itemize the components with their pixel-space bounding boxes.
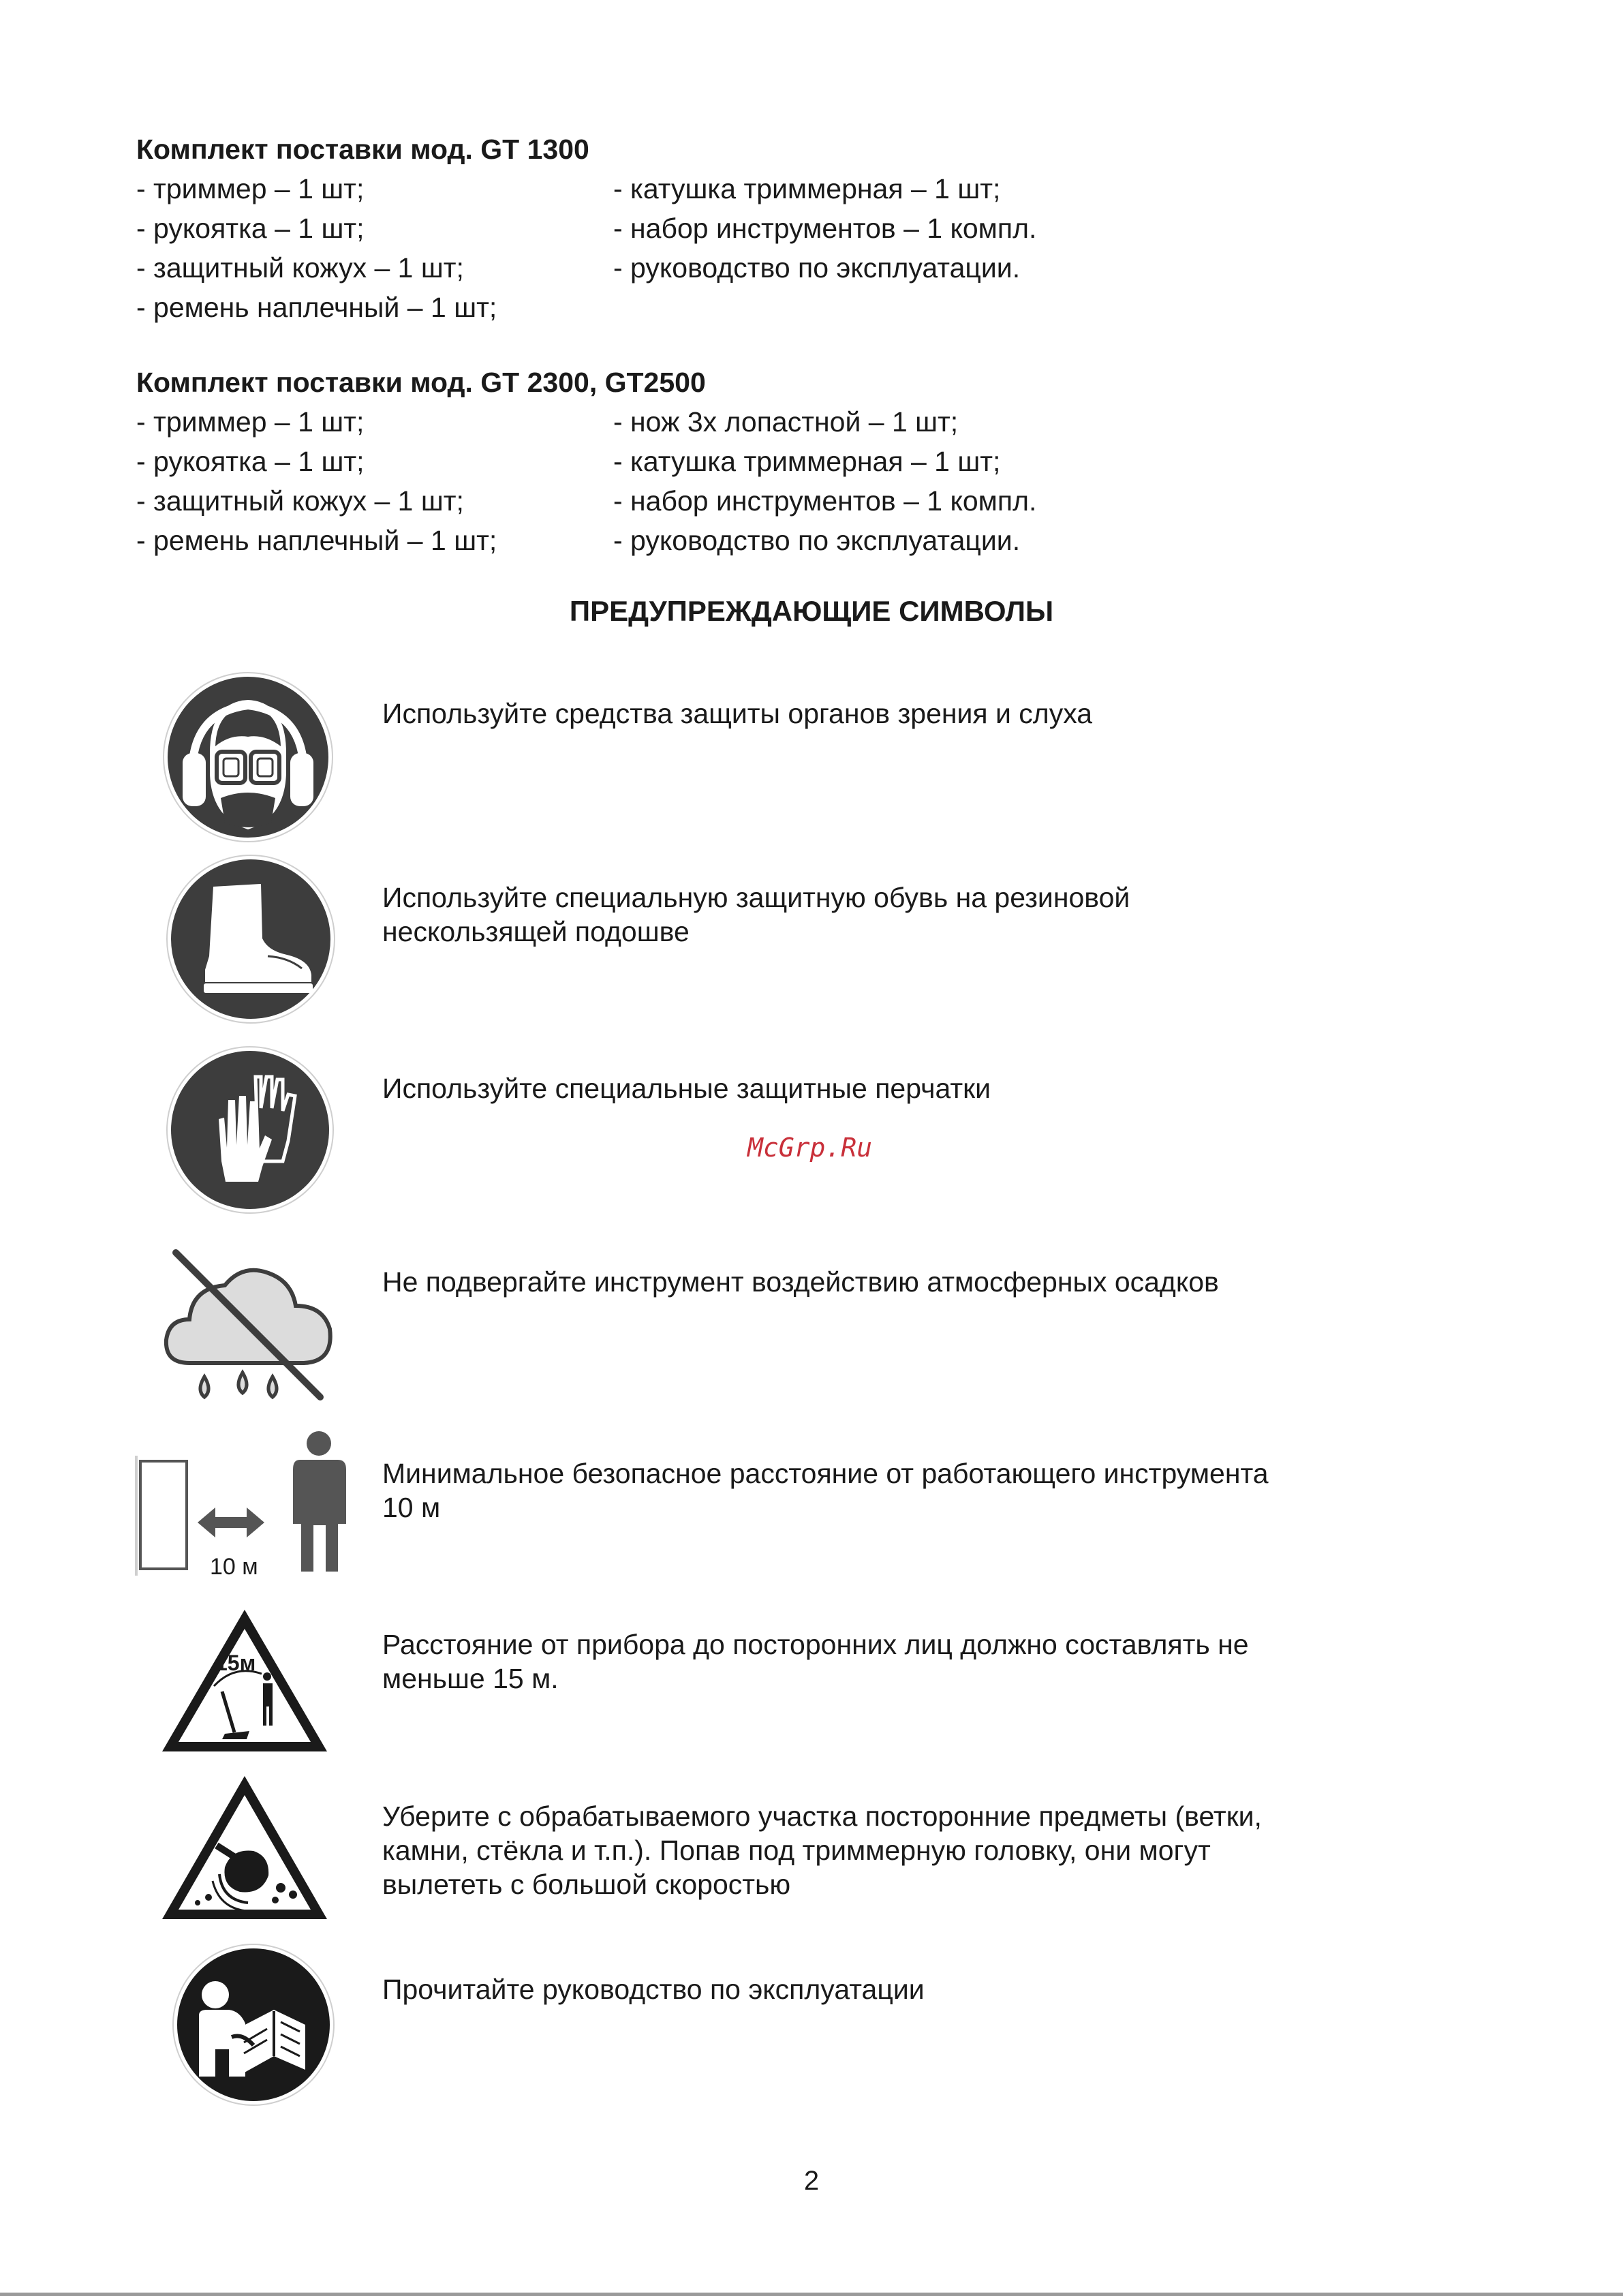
kit2-right-item: - набор инструментов – 1 компл.: [613, 485, 1037, 517]
description-line: нескользящей подошве: [382, 916, 690, 947]
kit1-right-item: - катушка триммерная – 1 шт;: [613, 173, 1001, 204]
kit2-right-item: - нож 3х лопастной – 1 шт;: [613, 406, 959, 438]
description-line: вылететь с большой скоростью: [382, 1869, 791, 1900]
read-manual-icon: [172, 1943, 335, 2107]
description-line: 10 м: [382, 1492, 441, 1523]
symbol-description: [382, 881, 1130, 949]
kit2-heading: Комплект поставки мод. GT 2300, GT2500: [136, 367, 706, 398]
kit1-right-item: - руководство по эксплуатации.: [613, 252, 1021, 284]
symbol-description: [382, 1071, 991, 1105]
symbol-description: [382, 1627, 1249, 1696]
watermark: McGrp.Ru: [747, 1133, 873, 1163]
kit2-left-item: - триммер – 1 шт;: [136, 406, 365, 438]
symbol-description: [382, 697, 1092, 731]
page-bottom-edge: [0, 2293, 1623, 2296]
kit2-left-item: - защитный кожух – 1 шт;: [136, 485, 464, 517]
kit2-right-item: - руководство по эксплуатации.: [613, 525, 1021, 556]
symbol-description: [382, 1972, 925, 2006]
kit1-left-item: - ремень наплечный – 1 шт;: [136, 292, 497, 323]
distance-15m-label: 15м: [215, 1651, 256, 1675]
kit1-left-item: - рукоятка – 1 шт;: [136, 213, 365, 244]
kit1-right-item: - набор инструментов – 1 компл.: [613, 213, 1037, 244]
kit2-left-item: - рукоятка – 1 шт;: [136, 446, 365, 477]
description-line: Прочитайте руководство по эксплуатации: [382, 1974, 925, 2005]
distance-15m-warning-icon: [159, 1606, 330, 1756]
description-line: Используйте специальные защитные перчатки: [382, 1073, 991, 1104]
description-line: Минимальное безопасное расстояние от работающего инструмента: [382, 1458, 1269, 1489]
symbol-description: [382, 1265, 1219, 1299]
description-line: камни, стёкла и т.п.). Попав под триммерную головку, они могут: [382, 1835, 1211, 1866]
gloves-icon: [166, 1045, 335, 1214]
description-line: Не подвергайте инструмент воздействию атмосферных осадков: [382, 1266, 1219, 1298]
kit1-left-item: - триммер – 1 шт;: [136, 173, 365, 204]
safety-boot-icon: [166, 854, 336, 1024]
kit2-left-item: - ремень наплечный – 1 шт;: [136, 525, 497, 556]
flying-objects-warning-icon: [159, 1772, 330, 1923]
distance-10m-label: 10 м: [210, 1554, 258, 1580]
kit1-heading: Комплект поставки мод. GT 1300: [136, 134, 589, 165]
kit2-right-item: - катушка триммерная – 1 шт;: [613, 446, 1001, 477]
no-rain-icon: [162, 1246, 337, 1409]
symbol-description: [382, 1456, 1269, 1525]
page-number: 2: [803, 2166, 820, 2196]
description-line: Уберите с обрабатываемого участка посторонние предметы (ветки,: [382, 1801, 1262, 1832]
description-line: меньше 15 м.: [382, 1663, 559, 1694]
symbol-description: [382, 1799, 1262, 1901]
eye-ear-protection-icon: [162, 671, 334, 843]
kit1-left-item: - защитный кожух – 1 шт;: [136, 252, 464, 284]
description-line: Используйте средства защиты органов зрения и слуха: [382, 698, 1093, 729]
description-line: Расстояние от прибора до посторонних лиц должно составлять не: [382, 1629, 1249, 1660]
warning-symbols-title: ПРЕДУПРЕЖДАЮЩИЕ СИМВОЛЫ: [569, 595, 1054, 627]
description-line: Используйте специальную защитную обувь на резиновой: [382, 882, 1130, 913]
